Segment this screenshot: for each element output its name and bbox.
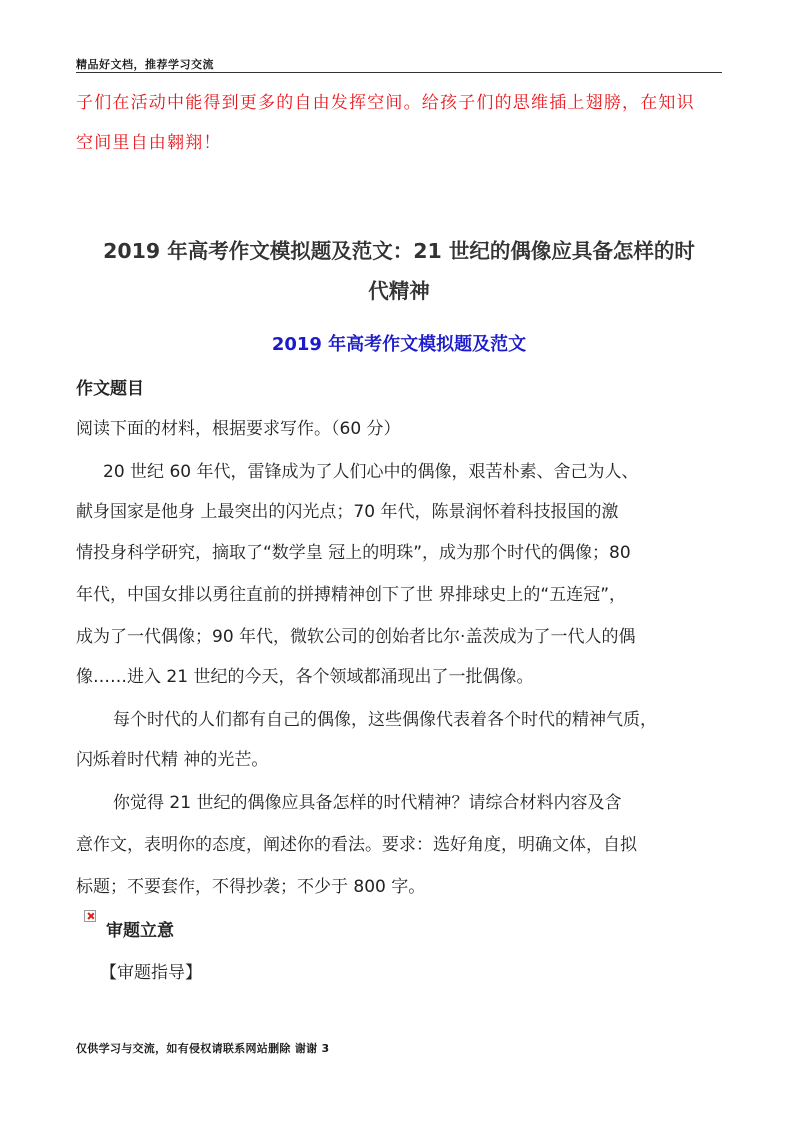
section-heading-topic: 作文题目	[76, 379, 144, 399]
footer-text: 仅供学习与交流，如有侵权请联系网站删除 谢谢 3	[76, 1042, 330, 1055]
body-line: 标题；不要套作，不得抄袭；不少于 800 字。	[76, 877, 426, 897]
intro-line: 子们在活动中能得到更多的自由发挥空间。给孩子们的思维插上翅膀，在知识	[76, 93, 695, 113]
intro-line: 空间里自由翱翔！	[76, 133, 222, 153]
body-line: 每个时代的人们都有自己的偶像，这些偶像代表着各个时代的精神气质，	[96, 710, 657, 730]
guide-label: 【审题指导】	[100, 963, 202, 983]
section-heading-analysis: 审题立意	[106, 921, 174, 941]
broken-image-icon	[84, 910, 96, 922]
body-line: 20 世纪 60 年代，雷锋成为了人们心中的偶像，艰苦朴素、舍己为人、	[86, 462, 639, 482]
header-text: 精品好文档，推荐学习交流	[76, 58, 214, 71]
body-line: 阅读下面的材料，根据要求写作。（60 分）	[76, 419, 401, 439]
document-title-line: 2019 年高考作文模拟题及范文：21 世纪的偶像应具备怎样的时	[103, 239, 695, 263]
body-line: 你觉得 21 世纪的偶像应具备怎样的时代精神？请综合材料内容及含	[96, 793, 622, 813]
body-line: 闪烁着时代精 神的光芒。	[76, 750, 269, 770]
document-title-line: 代精神	[368, 279, 430, 303]
document-subtitle: 2019 年高考作文模拟题及范文	[271, 334, 527, 355]
header-rule	[76, 72, 722, 73]
body-line: 献身国家是他身 上最突出的闪光点；70 年代，陈景润怀着科技报国的激	[76, 502, 619, 522]
body-line: 像……进入 21 世纪的今天，各个领域都涌现出了一批偶像。	[76, 667, 534, 687]
body-line: 意作文，表明你的态度，阐述你的看法。要求：选好角度，明确文体，自拟	[76, 835, 637, 855]
body-line: 情投身科学研究，摘取了“数学皇 冠上的明珠”，成为那个时代的偶像；80	[76, 543, 631, 563]
body-line: 年代，中国女排以勇往直前的拼搏精神创下了世 界排球史上的“五连冠”，	[76, 585, 627, 605]
body-line: 成为了一代偶像；90 年代，微软公司的创始者比尔·盖茨成为了一代人的偶	[76, 627, 636, 647]
